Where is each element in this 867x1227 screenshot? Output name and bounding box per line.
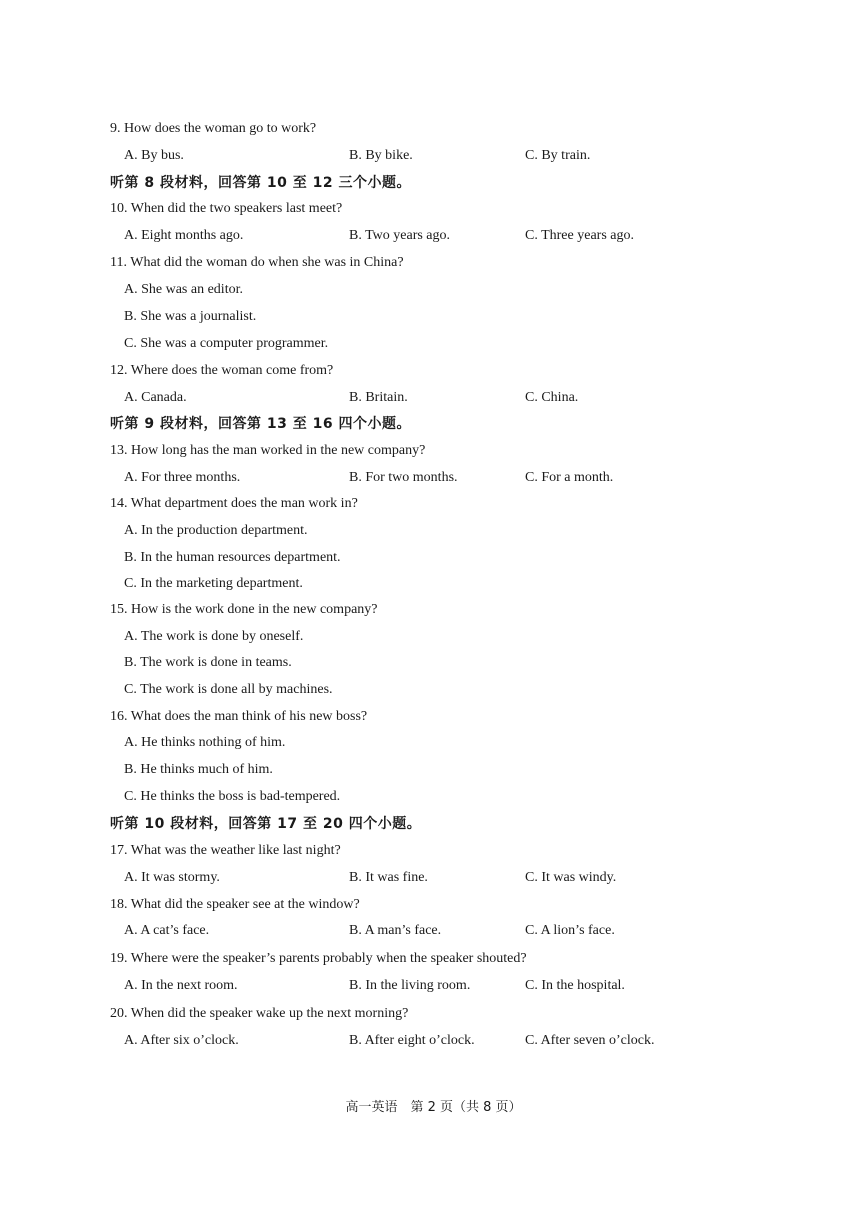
answer-option: A. The work is done by oneself. bbox=[124, 629, 304, 644]
answer-option: B. For two months. bbox=[349, 470, 458, 485]
section-instruction: 听第 10 段材料，回答第 17 至 20 四个小题。 bbox=[110, 816, 422, 832]
answer-option: A. After six o’clock. bbox=[124, 1033, 239, 1048]
section-instruction: 听第 8 段材料，回答第 10 至 12 三个小题。 bbox=[110, 175, 411, 191]
answer-option: B. A man’s face. bbox=[349, 923, 442, 938]
answer-option: A. In the next room. bbox=[124, 978, 238, 993]
question-text: 15. How is the work done in the new company? bbox=[110, 602, 378, 617]
answer-option: A. By bus. bbox=[124, 148, 184, 163]
answer-option: C. Three years ago. bbox=[525, 228, 634, 243]
answer-option: A. Eight months ago. bbox=[124, 228, 244, 243]
answer-option: A. Canada. bbox=[124, 390, 187, 405]
answer-option: C. The work is done all by machines. bbox=[124, 682, 333, 697]
question-text: 9. How does the woman go to work? bbox=[110, 121, 317, 136]
answer-option: C. It was windy. bbox=[525, 870, 617, 885]
answer-option: B. Britain. bbox=[349, 390, 408, 405]
question-text: 18. What did the speaker see at the window? bbox=[110, 897, 360, 912]
answer-option: B. It was fine. bbox=[349, 870, 428, 885]
answer-option: B. Two years ago. bbox=[349, 228, 451, 243]
answer-option: A. She was an editor. bbox=[124, 282, 243, 297]
answer-option: C. China. bbox=[525, 390, 579, 405]
answer-option: C. In the hospital. bbox=[525, 978, 625, 993]
question-text: 12. Where does the woman come from? bbox=[110, 363, 334, 378]
answer-option: B. By bike. bbox=[349, 148, 413, 163]
answer-option: C. In the marketing department. bbox=[124, 576, 303, 591]
question-text: 16. What does the man think of his new boss? bbox=[110, 709, 368, 724]
answer-option: B. She was a journalist. bbox=[124, 309, 257, 324]
answer-option: B. The work is done in teams. bbox=[124, 655, 292, 670]
question-text: 20. When did the speaker wake up the next morning? bbox=[110, 1006, 409, 1021]
answer-option: B. In the human resources department. bbox=[124, 550, 341, 565]
answer-option: B. After eight o’clock. bbox=[349, 1033, 475, 1048]
question-text: 17. What was the weather like last night? bbox=[110, 843, 341, 858]
answer-option: A. He thinks nothing of him. bbox=[124, 735, 286, 750]
answer-option: C. A lion’s face. bbox=[525, 923, 615, 938]
answer-option: C. After seven o’clock. bbox=[525, 1033, 655, 1048]
answer-option: B. In the living room. bbox=[349, 978, 471, 993]
question-text: 13. How long has the man worked in the new company? bbox=[110, 443, 426, 458]
section-instruction: 听第 9 段材料，回答第 13 至 16 四个小题。 bbox=[110, 416, 411, 432]
question-text: 19. Where were the speaker’s parents probably when the speaker shouted? bbox=[110, 951, 527, 966]
answer-option: C. By train. bbox=[525, 148, 591, 163]
answer-option: A. In the production department. bbox=[124, 523, 308, 538]
question-text: 10. When did the two speakers last meet? bbox=[110, 201, 343, 216]
answer-option: C. She was a computer programmer. bbox=[124, 336, 329, 351]
answer-option: C. For a month. bbox=[525, 470, 614, 485]
answer-option: C. He thinks the boss is bad-tempered. bbox=[124, 789, 341, 804]
page-footer: 高一英语 第 2 页（共 8 页） bbox=[345, 1100, 522, 1115]
answer-option: A. A cat’s face. bbox=[124, 923, 210, 938]
question-text: 14. What department does the man work in? bbox=[110, 496, 358, 511]
answer-option: A. For three months. bbox=[124, 470, 241, 485]
question-text: 11. What did the woman do when she was in China? bbox=[110, 255, 404, 270]
answer-option: B. He thinks much of him. bbox=[124, 762, 273, 777]
answer-option: A. It was stormy. bbox=[124, 870, 220, 885]
